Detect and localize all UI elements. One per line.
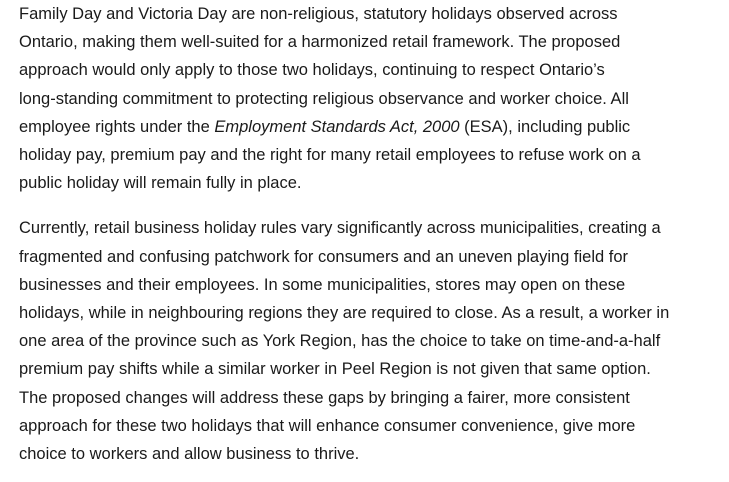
text-line: one area of the province such as York Region, has the choice to take on time-and-a-half xyxy=(19,332,661,351)
paragraph-current-rules xyxy=(19,214,719,468)
text-line: The proposed changes will address these gaps by bringing a fairer, more consistent xyxy=(19,388,630,407)
paragraph-holidays-overview xyxy=(19,0,719,197)
text-line: approach for these two holidays that will enhance consumer convenience, give more xyxy=(19,416,636,435)
text-line: approach would only apply to those two holidays, continuing to respect Ontario’s xyxy=(19,61,605,80)
text-line: Currently, retail business holiday rules vary significantly across municipalities, creating a xyxy=(19,219,661,238)
text-segment: (ESA), including public xyxy=(459,117,631,136)
act-title: Employment Standards Act, 2000 xyxy=(214,117,460,136)
text-line: Ontario, making them well-suited for a harmonized retail framework. The proposed xyxy=(19,33,621,52)
text-line: holiday pay, premium pay and the right for many retail employees to refuse work on a xyxy=(19,146,641,165)
text-line-with-act-reference xyxy=(19,113,719,141)
text-line: businesses and their employees. In some municipalities, stores may open on these xyxy=(19,275,626,294)
text-segment: employee rights under the xyxy=(19,117,215,136)
article-body xyxy=(19,0,719,468)
text-line: long-standing commitment to protecting religious observance and worker choice. All xyxy=(19,89,629,108)
text-line: fragmented and confusing patchwork for consumers and an uneven playing field for xyxy=(19,247,629,266)
text-line: Family Day and Victoria Day are non-religious, statutory holidays observed across xyxy=(19,5,618,23)
text-line: premium pay shifts while a similar worker in Peel Region is not given that same option. xyxy=(19,360,651,379)
text-line: choice to workers and allow business to thrive. xyxy=(19,445,360,464)
text-line: public holiday will remain fully in place. xyxy=(19,174,302,193)
text-line: holidays, while in neighbouring regions they are required to close. As a result, a worker in xyxy=(19,304,670,323)
